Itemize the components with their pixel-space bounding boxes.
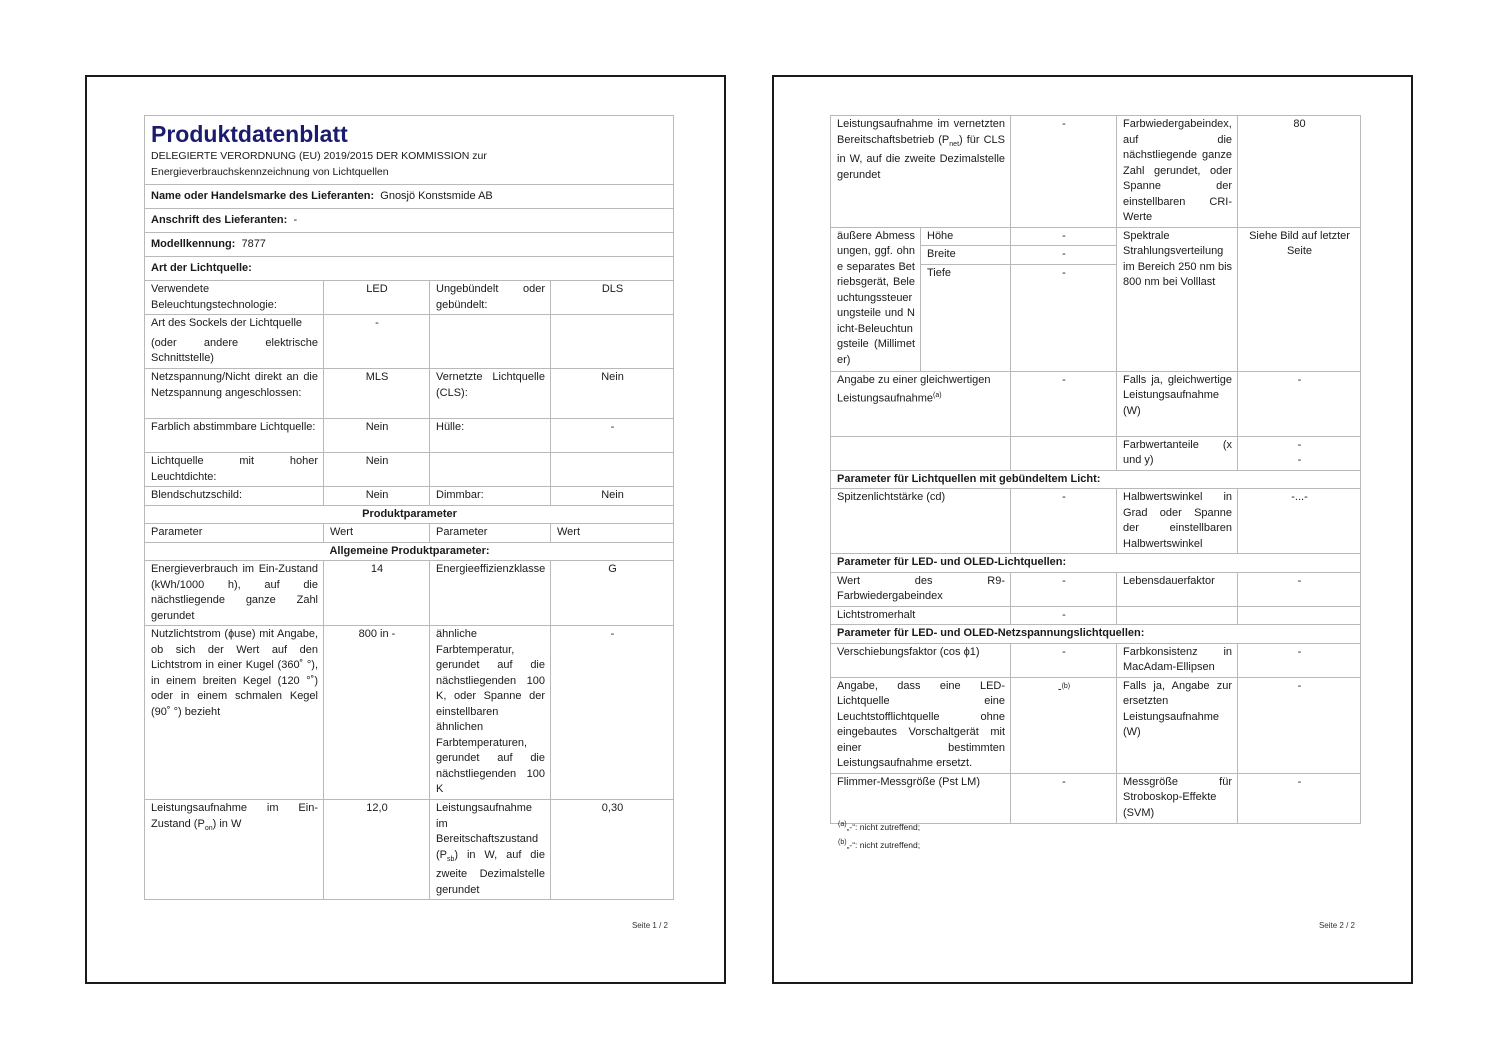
address-label: Anschrift des Lieferanten: bbox=[151, 214, 288, 226]
cell-label: Netzspannung/Nicht direkt an die Netzspannung angeschlossen: bbox=[145, 369, 324, 419]
cell-label: Vernetzte Lichtquelle (CLS): bbox=[430, 369, 551, 419]
table-row bbox=[145, 626, 674, 800]
cell-label: Farbwiedergabeindex, auf die nächstliegende ganze Zahl gerundet, oder Spanne der einstellbaren CRI-Werte bbox=[1117, 116, 1238, 228]
height-label: Höhe bbox=[921, 227, 1011, 246]
cell-value: - bbox=[1011, 116, 1117, 228]
cell-label: (oder andere elektrische Schnittstelle) bbox=[151, 336, 318, 364]
cell-value bbox=[551, 315, 674, 369]
general-params-heading: Allgemeine Produktparameter: bbox=[145, 542, 674, 561]
table-row bbox=[831, 572, 1361, 606]
table-row bbox=[145, 315, 674, 369]
regulation-line-2: Energieverbrauchskennzeichnung von Lichtquellen bbox=[151, 165, 389, 178]
footnote-a: $^{(a)}$„-“: nicht zutreffend; bbox=[838, 821, 921, 832]
mains-heading: Parameter für LED- und OLED-Netzspannungslichtquellen: bbox=[831, 625, 1361, 644]
table-row bbox=[831, 643, 1361, 677]
table-row bbox=[145, 369, 674, 419]
cell-value: G bbox=[551, 561, 674, 626]
column-header-value: Wert bbox=[324, 524, 430, 543]
cell-value: Nein bbox=[324, 453, 430, 487]
column-header-value: Wert bbox=[551, 524, 674, 543]
cell-label: Nutzlichtstrom (ɸuse) mit Angabe, ob sich der Wert auf den Lichtstrom in einer Kugel (360˚ °), in einem breiten Kegel (120 °˚) oder in einem schmalen Kegel (90˚ °) bezieht bbox=[145, 626, 324, 800]
cell-value: -$^{(b)}$ bbox=[1011, 677, 1117, 773]
table-row bbox=[145, 453, 674, 487]
cell-value: - bbox=[1011, 371, 1117, 436]
cell-value: - bbox=[1297, 438, 1302, 451]
cell-label: Flimmer-Messgröße (Pst LM) bbox=[831, 773, 1011, 823]
cell-label: Lebensdauerfaktor bbox=[1117, 572, 1238, 606]
depth-value: - bbox=[1011, 264, 1117, 371]
cell-label: Energieeffizienzklasse bbox=[430, 561, 551, 626]
cell-label: Lichtquelle mit hoher Leuchtdichte: bbox=[145, 453, 324, 487]
cell-label: Ungebündelt oder gebündelt: bbox=[430, 281, 551, 315]
cell-value: - bbox=[1238, 371, 1361, 436]
cell-label: Dimmbar: bbox=[430, 487, 551, 506]
product-datasheet-table-continued bbox=[830, 115, 1361, 824]
cell-label: Verwendete Beleuchtungstechnologie: bbox=[145, 281, 324, 315]
table-row bbox=[831, 116, 1361, 228]
depth-label: Tiefe bbox=[921, 264, 1011, 371]
cell-label bbox=[430, 315, 551, 369]
cell-value: 0,30 bbox=[551, 800, 674, 900]
cell-label: ähnliche Farbtemperatur, gerundet auf die nächstliegenden 100 K, oder Spanne der einstellbaren ähnlichen Farbtemperaturen, gerundet auf die nächstliegenden 100 K bbox=[430, 626, 551, 800]
product-params-heading: Produktparameter bbox=[145, 505, 674, 524]
cell-value: 14 bbox=[324, 561, 430, 626]
cell-value: - bbox=[1238, 773, 1361, 823]
width-label: Breite bbox=[921, 246, 1011, 265]
cell-value: - bbox=[1238, 677, 1361, 773]
led-heading: Parameter für LED- und OLED-Lichtquellen: bbox=[831, 554, 1361, 573]
cell-value: DLS bbox=[551, 281, 674, 315]
table-row bbox=[831, 489, 1361, 554]
cell-value: MLS bbox=[324, 369, 430, 419]
cell-value: Nein bbox=[324, 487, 430, 506]
cell-label: Spektrale Strahlungsverteilung im Bereich 250 nm bis 800 nm bei Volllast bbox=[1117, 227, 1238, 371]
cell-value: Nein bbox=[551, 369, 674, 419]
directional-heading: Parameter für Lichtquellen mit gebündeltem Licht: bbox=[831, 470, 1361, 489]
cell-label: Farbkonsistenz in MacAdam-Ellipsen bbox=[1117, 643, 1238, 677]
cell-value: -...- bbox=[1238, 489, 1361, 554]
cell-value: 800 in - bbox=[324, 626, 430, 800]
datasheet-page-2 bbox=[772, 75, 1413, 984]
regulation-line-1: DELEGIERTE VERORDNUNG (EU) 2019/2015 DER KOMMISSION zur bbox=[151, 150, 487, 162]
table-row bbox=[831, 227, 1361, 246]
cell-value: - bbox=[1011, 773, 1117, 823]
cell-value bbox=[551, 453, 674, 487]
height-value: - bbox=[1011, 227, 1117, 246]
table-row bbox=[145, 281, 674, 315]
cell-value: Nein bbox=[551, 487, 674, 506]
cell-label: Farbwertanteile (x und y) bbox=[1117, 436, 1238, 470]
cell-value: - bbox=[324, 315, 430, 369]
table-row bbox=[145, 800, 674, 900]
page-number: Seite 1 / 2 bbox=[631, 921, 668, 930]
footnote-b: $^{(b)}$„-“: nicht zutreffend; bbox=[838, 839, 921, 850]
cell-value: - bbox=[1238, 643, 1361, 677]
cell-value: 12,0 bbox=[324, 800, 430, 900]
page-title: Produktdatenblatt bbox=[151, 121, 348, 147]
cell-label bbox=[430, 453, 551, 487]
model-value: 7877 bbox=[241, 238, 266, 250]
table-row bbox=[145, 487, 674, 506]
cell-label: Verschiebungsfaktor (cos ϕ1) bbox=[831, 643, 1011, 677]
page-number: Seite 2 / 2 bbox=[1318, 921, 1355, 930]
cell-label: Blendschutzschild: bbox=[145, 487, 324, 506]
table-row bbox=[831, 677, 1361, 773]
cell-label: Leistungsaufnahme im vernetzten Bereitschaftsbetrieb $(P_{net})$ für CLS in W, auf die zweite Dezimalstelle gerundet bbox=[831, 116, 1011, 228]
table-row bbox=[831, 773, 1361, 823]
address-value: - bbox=[293, 214, 298, 226]
light-source-type-label: Art der Lichtquelle: bbox=[151, 262, 252, 274]
table-row bbox=[145, 561, 674, 626]
cell-label: Farblich abstimmbare Lichtquelle: bbox=[145, 419, 324, 453]
cell-value: - bbox=[1297, 454, 1302, 466]
supplier-label: Name oder Handelsmarke des Lieferanten: bbox=[151, 190, 375, 202]
width-value: - bbox=[1011, 246, 1117, 265]
dimensions-label: äußere Abmessungen, ggf. ohne separates Betriebsgerät, Beleuchtungssteuerungsteile und Nicht-Beleuchtungsteile (Millimeter) bbox=[831, 227, 921, 371]
cell-value: - bbox=[1011, 643, 1117, 677]
cell-label: Lichtstromerhalt bbox=[831, 606, 1011, 625]
datasheet-page-1 bbox=[85, 75, 726, 984]
table-row bbox=[831, 606, 1361, 625]
model-label: Modellkennung: bbox=[151, 238, 236, 250]
cell-label: Leistungsaufnahme im Ein-Zustand $(P_{on})$ in W bbox=[145, 800, 324, 900]
cell-label: Angabe, dass eine LED-Lichtquelle eine Leuchtstofflichtquelle ohne eingebautes Vorschaltgerät mit einer bestimmten Leistungsaufnahme ersetzt. bbox=[831, 677, 1011, 773]
table-row bbox=[831, 436, 1361, 470]
cell-label: Hülle: bbox=[430, 419, 551, 453]
product-datasheet-table bbox=[144, 115, 674, 900]
cell-label: Leistungsaufnahme im Bereitschaftszustand $(P_{sb})$ in W, auf die zweite Dezimalstelle gerundet bbox=[430, 800, 551, 900]
cell-label: Energieverbrauch im Ein-Zustand (kWh/1000 h), auf die nächstliegende ganze Zahl gerundet bbox=[145, 561, 324, 626]
column-header-parameter: Parameter bbox=[145, 524, 324, 543]
cell-label: Spitzenlichtstärke (cd) bbox=[831, 489, 1011, 554]
supplier-value: Gnosjö Konstsmide AB bbox=[380, 190, 493, 202]
cell-label: Wert des R9-Farbwiedergabeindex bbox=[831, 572, 1011, 606]
cell-value: - bbox=[551, 626, 674, 800]
table-row bbox=[831, 371, 1361, 436]
cell-label: Art des Sockels der Lichtquelle bbox=[151, 317, 303, 329]
cell-value: 80 bbox=[1238, 116, 1361, 228]
cell-value: - bbox=[1011, 572, 1117, 606]
cell-label: Angabe zu einer gleichwertigen Leistungsaufnahme$^{(a)}$ bbox=[831, 371, 1011, 436]
cell-label: Messgröße für Stroboskop-Effekte (SVM) bbox=[1117, 773, 1238, 823]
cell-value: - bbox=[1011, 606, 1117, 625]
column-header-parameter: Parameter bbox=[430, 524, 551, 543]
cell-value: - bbox=[1238, 572, 1361, 606]
cell-value: LED bbox=[324, 281, 430, 315]
cell-value: - bbox=[1011, 489, 1117, 554]
table-row bbox=[145, 419, 674, 453]
cell-label: Falls ja, Angabe zur ersetzten Leistungsaufnahme (W) bbox=[1117, 677, 1238, 773]
cell-label: Halbwertswinkel in Grad oder Spanne der einstellbaren Halbwertswinkel bbox=[1117, 489, 1238, 554]
cell-value: - bbox=[551, 419, 674, 453]
cell-value: Nein bbox=[324, 419, 430, 453]
cell-value: Siehe Bild auf letzter Seite bbox=[1238, 227, 1361, 371]
cell-label: Falls ja, gleichwertige Leistungsaufnahme (W) bbox=[1117, 371, 1238, 436]
